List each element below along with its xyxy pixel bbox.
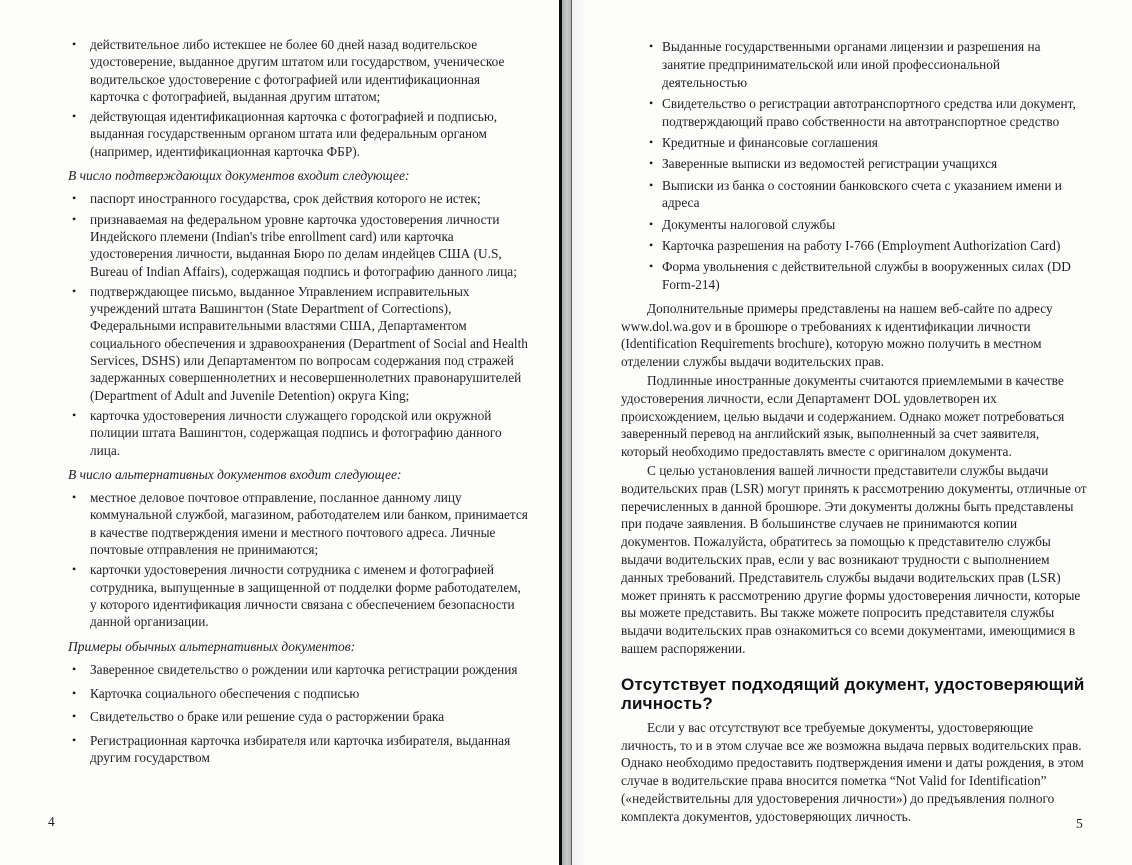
list-item xyxy=(649,155,1087,173)
list-item xyxy=(68,190,530,207)
list-item-text: паспорт иностранного государства, срок действия которого не истек; xyxy=(90,191,481,207)
bullet-icon: • xyxy=(72,685,77,700)
bullet-icon: • xyxy=(72,283,77,298)
list-item xyxy=(68,685,530,702)
list-item-text: Форма увольнения с действительной службы в вооруженных силах (DD Form-214) xyxy=(662,259,1071,293)
list-item xyxy=(649,216,1087,234)
list-item xyxy=(68,108,530,160)
list-item-text: Заверенные выписки из ведомостей регистрации учащихся xyxy=(662,156,998,172)
bullet-icon: • xyxy=(72,211,77,226)
list-item-text: Свидетельство о браке или решение суда о расторжении брака xyxy=(90,709,445,725)
list-item-text: действующая идентификационная карточка с фотографией и подписью, выданная государственным органом штата или федеральным органом (например, идентификационная карточка ФБР). xyxy=(90,109,498,159)
list-item xyxy=(68,661,530,678)
list-item-text: местное деловое почтовое отправление, посланное данному лицу коммунальной службой, магазином, работодателем или банком, принимается в качестве подтверждения имени и местного почтового адреса. Личные почтовые отправления не принимаются; xyxy=(90,490,528,558)
paragraph: Подлинные иностранные документы считаются приемлемыми в качестве удостоверения личности, если Департамент DOL удовлетворен их происхождением, целью выдачи и содержанием. Однако может потребоваться заверенный перевод на английский язык, выполненный за счет заявителя, который необходимо предоставлять вместе с оригиналом документа. xyxy=(621,373,1065,460)
bullet-icon: • xyxy=(72,109,77,124)
bullet-list xyxy=(621,38,1087,294)
list-item-text: действительное либо истекшее не более 60 дней назад водительское удостоверение, выданное другим штатом или государством, ученическое водительское удостоверение с фотографией или идентификационная карточка с фотографией, выданная другим штатом; xyxy=(90,37,505,104)
bullet-icon: • xyxy=(649,156,654,171)
list-item xyxy=(68,36,530,105)
bullet-icon: • xyxy=(649,39,654,53)
paragraph: Если у вас отсутствуют все требуемые документы, удостоверяющие личность, то и в этом случае все же возможна выдача первых водительских прав. Однако необходимо предоставить подтверждения имени и даты рождения, в этом случае в водительские права вносится пометка “Not Valid for Identification” («недействительны для удостоверения личности») до предъявления полного комплекта документов, удостоверяющих личность. xyxy=(621,719,1084,824)
bullet-list xyxy=(68,489,530,630)
bullet-list xyxy=(68,661,530,767)
right-page xyxy=(572,0,1132,865)
bullet-icon: • xyxy=(72,661,77,676)
list-item xyxy=(68,283,530,404)
italic-subheading: В число альтернативных документов входит следующее: xyxy=(68,466,402,482)
list-item xyxy=(68,211,530,280)
italic-subheading: В число подтверждающих документов входит следующее: xyxy=(68,168,410,184)
bullet-icon: • xyxy=(649,216,654,231)
list-item-text: Заверенное свидетельство о рождении или карточка регистрации рождения xyxy=(90,661,518,677)
list-item xyxy=(649,177,1087,213)
list-item-text: признаваемая на федеральном уровне карточка удостоверения личности Индейского племени (Indian's tribe enrollment card) или карточка удостоверения личности, выданная Бюро по делам индейцев США (U.S, Bureau of Indian Affairs), содержащая подпись и фотографию данного лица; xyxy=(90,211,517,279)
list-item-text: Выданные государственными органами лицензии и разрешения на занятие предпринимательской или иной профессиональной деятельностью xyxy=(662,39,1041,90)
list-item xyxy=(649,237,1087,255)
bullet-icon: • xyxy=(649,134,654,149)
paragraph: С целью установления вашей личности представители службы выдачи водительских прав (LSR) могут принять к рассмотрению документы, отличные от перечисленных в данной брошюре. Эти документы должны быть представлены при подаче заявления. В большинстве случаев не принимаются копии документов. Пожалуйста, обратитесь за помощью к представителю службы выдачи водительских прав, если у вас возникают трудности с выполнением данных требований. Представитель службы выдачи водительских прав (LSR) может принять к рассмотрению другие формы удостоверения личности, которые вы можете представить. Вы также можете попросить представителя службы выдачи водительских прав ознакомиться со всеми документами, имеющимися в вашем распоряжении. xyxy=(621,463,1087,656)
list-item xyxy=(68,561,530,630)
left-page-content xyxy=(68,36,530,773)
list-item-text: карточки удостоверения личности сотрудника с именем и фотографией сотрудника, выпущенные в защищенной от подделки форме работодателем, у которого идентификация личности связана с обеспечением безопасности данной организации. xyxy=(90,562,521,630)
bullet-icon: • xyxy=(72,490,77,505)
list-item-text: Документы налоговой службы xyxy=(662,216,836,232)
list-item xyxy=(68,489,530,558)
bullet-icon: • xyxy=(72,37,77,51)
bullet-icon: • xyxy=(72,733,77,748)
list-item xyxy=(649,134,1087,152)
page-number: 5 xyxy=(1076,816,1083,831)
page-gutter-divider xyxy=(559,0,572,865)
list-item-text: Свидетельство о регистрации автотранспортного средства или документ, подтверждающий право собственности на автотранспортное средство xyxy=(662,95,1076,129)
list-item xyxy=(68,708,530,725)
bullet-list xyxy=(68,190,530,458)
list-item xyxy=(68,407,530,459)
list-item xyxy=(649,38,1087,91)
bullet-icon: • xyxy=(649,259,654,274)
italic-subheading: Примеры обычных альтернативных документов: xyxy=(68,638,356,654)
bullet-list xyxy=(68,36,530,160)
section-title: Отсутствует подходящий документ, удостоверяющий личность? xyxy=(621,674,1085,714)
list-item-text: Карточка разрешения на работу I-766 (Employment Authorization Card) xyxy=(662,237,1061,253)
list-item xyxy=(649,95,1087,131)
list-item-text: карточка удостоверения личности служащего городской или окружной полиции штата Вашингтон, содержащая подпись и фотографию данного лица. xyxy=(90,407,502,458)
bullet-icon: • xyxy=(72,191,77,206)
bullet-icon: • xyxy=(649,95,654,110)
bullet-icon: • xyxy=(72,709,77,724)
list-item-text: Выписки из банка о состоянии банковского счета с указанием имени и адреса xyxy=(662,177,1062,211)
bullet-icon: • xyxy=(649,237,654,252)
bullet-icon: • xyxy=(72,562,77,577)
list-item-text: Кредитные и финансовые соглашения xyxy=(662,134,878,150)
list-item xyxy=(649,258,1087,294)
bullet-icon: • xyxy=(72,407,77,422)
right-page-content xyxy=(621,38,1087,827)
list-item xyxy=(68,732,530,767)
list-item-text: Регистрационная карточка избирателя или карточка избирателя, выданная другим государством xyxy=(90,733,511,766)
list-item-text: подтверждающее письмо, выданное Управлением исправительных учреждений штата Вашингтон (State Department of Corrections), Федеральными исправительными властями США, Департаментом социального обеспечения и здравоохранения (Department of Social and Health Services, DSHS) или Департаментом по вопросам содержания под стражей задержанных совершеннолетних и несовершеннолетних правонарушителей (Department of Adult and Juvenile Detention) округа King; xyxy=(90,283,528,403)
left-page xyxy=(0,0,559,865)
bullet-icon: • xyxy=(649,177,654,192)
list-item-text: Карточка социального обеспечения с подписью xyxy=(90,685,360,701)
page-number: 4 xyxy=(48,814,55,829)
paragraph: Дополнительные примеры представлены на нашем веб-сайте по адресу www.dol.wa.gov и в брошюре о требованиях к идентификации личности (Identification Requirements brochure), которую можно получить в местном отделении службы выдачи водительских прав. xyxy=(621,300,1053,370)
